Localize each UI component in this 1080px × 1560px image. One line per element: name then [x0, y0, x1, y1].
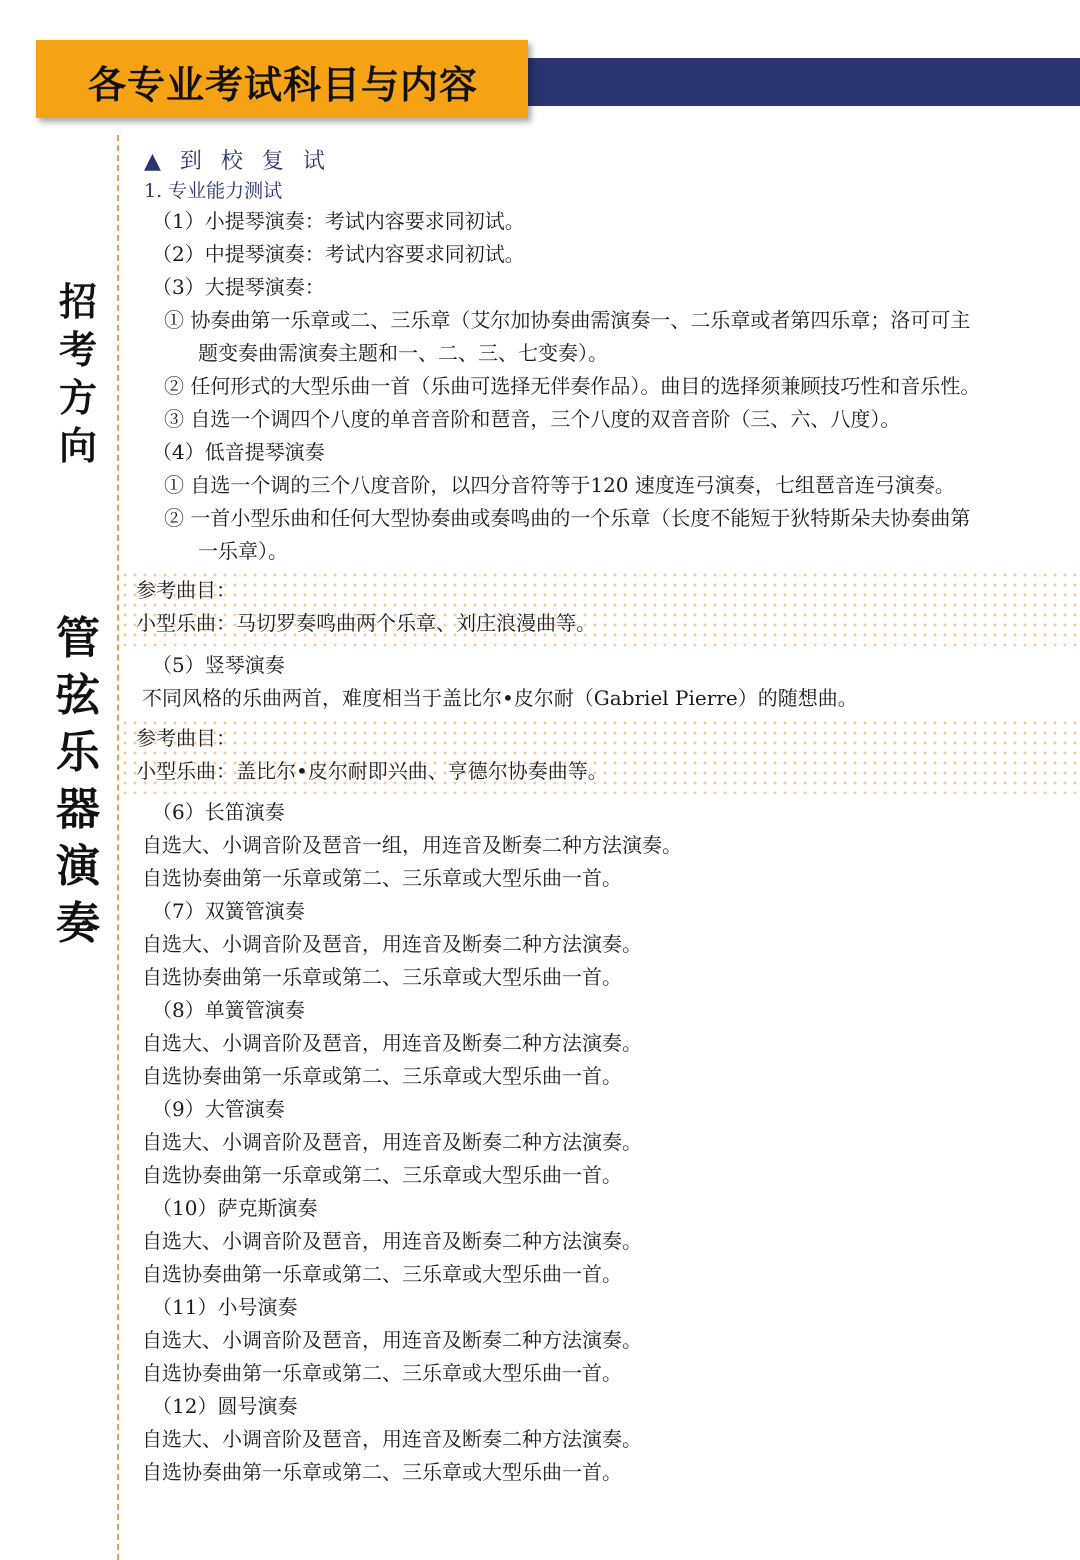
content-line: （2）中提琴演奏：考试内容要求同初试。: [152, 242, 525, 266]
content-line: 自选协奏曲第一乐章或第二、三乐章或大型乐曲一首。: [142, 965, 622, 989]
content-line: 自选大、小调音阶及琶音，用连音及断奏二种方法演奏。: [142, 1427, 642, 1451]
page-number: 21: [965, 122, 1012, 160]
content-line: （6）长笛演奏: [152, 800, 285, 824]
content-line: （8）单簧管演奏: [152, 998, 305, 1022]
header-band: [520, 58, 1080, 160]
content-line: ② 任何形式的大型乐曲一首（乐曲可选择无伴奏作品）。曲目的选择须兼顾技巧性和音乐性。: [164, 374, 981, 398]
content-line: ② 一首小型乐曲和任何大型协奏曲或奏鸣曲的一个乐章（长度不能短于狄特斯朵夫协奏曲第: [164, 506, 971, 530]
side-char: 弦: [56, 670, 100, 721]
content-line: 自选协奏曲第一乐章或第二、三乐章或大型乐曲一首。: [142, 1163, 622, 1187]
content-line: 一乐章）。: [198, 539, 288, 563]
side-label-major: [50, 610, 106, 952]
content-line: 自选协奏曲第一乐章或第二、三乐章或大型乐曲一首。: [142, 866, 622, 890]
content-line: 自选协奏曲第一乐章或第二、三乐章或大型乐曲一首。: [142, 1262, 622, 1286]
content-line: 自选大、小调音阶及琶音，用连音及断奏二种方法演奏。: [142, 1130, 642, 1154]
content-line: （9）大管演奏: [152, 1097, 285, 1121]
side-char: 奏: [56, 898, 100, 949]
side-char: 乐: [56, 727, 100, 778]
content-line: 自选协奏曲第一乐章或第二、三乐章或大型乐曲一首。: [142, 1460, 622, 1484]
content-line: （1）小提琴演奏：考试内容要求同初试。: [152, 209, 525, 233]
side-divider: [117, 135, 119, 1560]
content-line: 不同风格的乐曲两首，难度相当于盖比尔•皮尔耐（Gabriel Pierre）的随想曲。: [142, 686, 858, 710]
content-line: 自选协奏曲第一乐章或第二、三乐章或大型乐曲一首。: [142, 1361, 622, 1385]
side-label-direction: [50, 278, 106, 470]
page-title: 各专业考试科目与内容: [88, 63, 479, 107]
retest-heading: ▲ 到 校 复 试: [144, 149, 331, 174]
content-line: 题变奏曲需演奏主题和一、二、三、七变奏）。: [198, 341, 608, 365]
side-char: 招: [58, 280, 97, 324]
content-line: （5）竖琴演奏: [152, 653, 285, 677]
reference-line: 小型乐曲：盖比尔•皮尔耐即兴曲、亨德尔协奏曲等。: [136, 759, 608, 783]
content-line: ① 协奏曲第一乐章或二、三乐章（艾尔加协奏曲需演奏一、二乐章或者第四乐章；洛可可主: [164, 308, 971, 332]
content-line: ① 自选一个调的三个八度音阶，以四分音符等于120 速度连弓演奏，七组琶音连弓演奏。: [164, 473, 955, 497]
content-line: 自选大、小调音阶及琶音，用连音及断奏二种方法演奏。: [142, 1229, 642, 1253]
side-char: 向: [58, 424, 97, 468]
content-line: （4）低音提琴演奏: [152, 440, 325, 464]
reference-heading: 参考曲目：: [136, 726, 236, 750]
side-char: 演: [56, 841, 100, 892]
content-line: （12）圆号演奏: [152, 1394, 298, 1418]
content-line: ③ 自选一个调四个八度的单音音阶和琶音，三个八度的双音音阶（三、六、八度）。: [164, 407, 901, 431]
side-char: 器: [56, 784, 100, 835]
reference-line: 小型乐曲：马切罗奏鸣曲两个乐章、刘庄浪漫曲等。: [136, 611, 596, 635]
content-line: 自选大、小调音阶及琶音，用连音及断奏二种方法演奏。: [142, 932, 642, 956]
section-heading: 1. 专业能力测试: [144, 180, 283, 202]
content-line: （7）双簧管演奏: [152, 899, 305, 923]
content-line: 自选大、小调音阶及琶音，用连音及断奏二种方法演奏。: [142, 1031, 642, 1055]
content-line: （3）大提琴演奏：: [152, 275, 325, 299]
content-line: 自选协奏曲第一乐章或第二、三乐章或大型乐曲一首。: [142, 1064, 622, 1088]
content-line: （11）小号演奏: [152, 1295, 298, 1319]
content-line: （10）萨克斯演奏: [152, 1196, 318, 1220]
side-char: 管: [56, 613, 100, 664]
side-char: 考: [58, 328, 97, 372]
side-char: 方: [58, 376, 97, 420]
content-line: 自选大、小调音阶及琶音一组，用连音及断奏二种方法演奏。: [142, 833, 682, 857]
reference-heading: 参考曲目：: [136, 578, 236, 602]
title-box: [36, 40, 528, 118]
content-line: 自选大、小调音阶及琶音，用连音及断奏二种方法演奏。: [142, 1328, 642, 1352]
